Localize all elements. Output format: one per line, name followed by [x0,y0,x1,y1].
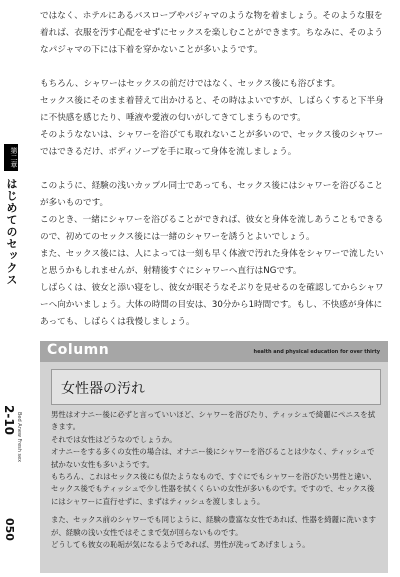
paragraph: しばらくは、彼女と添い寝をし、彼女が眠そうなそぶりを見せるのを確認してからシャワーへ向かいましょう。大体の時間の目安は、30分から1時間です。もし、不快感が身体にあっても、しばらくは我慢しましょう。 [40,283,384,327]
main-text [40,8,388,331]
column-label: Column [47,342,110,358]
paragraph: セックス後にそのまま着替えて出かけると、その時はよいですが、しばらくすると下半身に不快感を感じたり、唾液や愛液の匂いがしてきてしまうものです。 [40,96,384,123]
column-title-box [51,369,381,405]
column-paragraph: オナニーをする多くの女性の場合は、オナニー後にシャワーを浴びることは少なく、ティッシュで拭かない女性も多いようです。 [51,447,375,469]
chapter-label: 第二章 [4,144,18,171]
page-number: 050 [3,518,16,541]
column-paragraph: 男性はオナニー後に必ずと言っていいほど、シャワーを浴びたり、ティッシュで綺麗にペニスを拭きます。 [51,410,376,432]
paragraph: このとき、一緒にシャワーを浴びることができれば、彼女と身体を流しあうこともできるので、初めてのセックス後には一緒のシャワーを誘うとよいでしょう。 [40,215,384,242]
column-subtitle: health and physical education for over thirty [253,349,380,355]
section-number: 2-10 [2,405,16,436]
column-body [51,409,379,551]
chapter-title: はじめてのセックス [5,178,18,286]
section-english-label: Bed Anew Fresh sex [16,412,22,463]
column-paragraph: また、セックス前のシャワーでも同じように、経験の豊富な女性であれば、性器を綺麗に洗いますが、経験の浅い女性ではそこまで気が回らないものです。 [51,515,376,537]
paragraph: もちろん、シャワーはセックスの前だけではなく、セックス後にも浴びます。 [40,79,341,89]
paragraph: そのようなないは、シャワーを浴びても取れないことが多いので、セックス後のシャワーではできるだけ、ボディソープを手に取って身体を流しましょう。 [40,130,384,157]
paragraph: このように、経験の浅いカップル同士であっても、セックス後にはシャワーを浴びることが多いものです。 [40,181,383,208]
paragraph: ではなく、ホテルにあるバスローブやパジャマのような物を着ましょう。そのような服を着れば、衣服を汚す心配をせずにセックスを楽しむことができます。ちなみに、そのようなパジャマの下には下着を穿かないことが多いようです。 [40,11,383,55]
column-box [40,341,388,573]
column-paragraph: どうしても彼女の恥垢が気になるようであれば、男性が洗ってあげましょう。 [51,540,310,550]
column-title: 女性器の汚れ [61,381,145,397]
column-paragraph: それでは女性はどうなのでしょうか。 [51,434,177,444]
paragraph: また、セックス後には、人によっては一刻も早く体液で汚れた身体をシャワーで流したいと思うかもしれませんが、射精後すぐにシャワーへ直行はNGです。 [40,249,384,276]
column-header [40,341,388,362]
column-paragraph: もちろん、これはセックス後にも似たようなもので、すぐにでもシャワーを浴びたい男性と違い、セックス後でもティッシュで少し性器を拭くくらいの女性が多いものです。ですので、セックス後にはシャワーに直行せずに、まずはティッシュを渡しましょう。 [51,472,377,506]
